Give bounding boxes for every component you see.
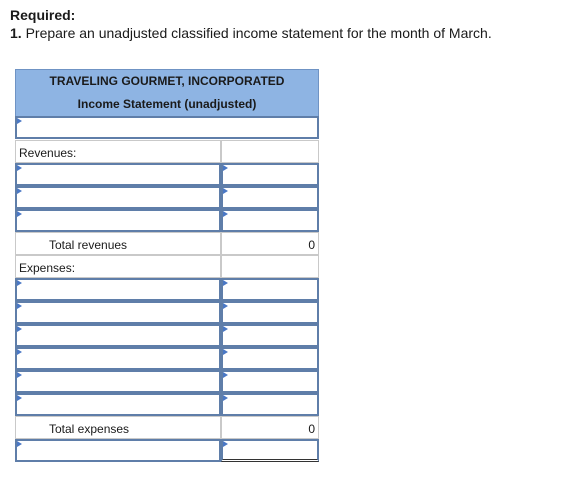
revenue-amount-input-3[interactable] [221, 209, 319, 232]
income-statement [15, 69, 319, 462]
dropdown-marker-icon [17, 395, 22, 401]
expense-amount-input-3[interactable] [221, 324, 319, 347]
company-name: TRAVELING GOURMET, INCORPORATED [49, 74, 285, 88]
expense-account-input-4[interactable] [15, 347, 221, 370]
statement-title: Income Statement (unadjusted) [77, 97, 257, 111]
dropdown-marker-icon [223, 326, 228, 332]
total-revenues-label: Total revenues [15, 232, 221, 255]
dropdown-marker-icon [17, 372, 22, 378]
revenue-account-input-3[interactable] [15, 209, 221, 232]
revenue-amount-input-1[interactable] [221, 163, 319, 186]
dropdown-marker-icon [17, 326, 22, 332]
total-revenues-value: 0 [221, 232, 319, 255]
dropdown-marker-icon [223, 280, 228, 286]
dropdown-marker-icon [223, 372, 228, 378]
expense-amount-input-4[interactable] [221, 347, 319, 370]
dropdown-marker-icon [223, 165, 228, 171]
expense-amount-input-2[interactable] [221, 301, 319, 324]
net-income-amount[interactable] [221, 439, 319, 462]
period-input[interactable] [15, 116, 319, 139]
revenues-blank-cell [221, 140, 319, 163]
statement-header [15, 69, 319, 117]
total-expenses-value: 0 [221, 416, 319, 439]
expense-account-input-6[interactable] [15, 393, 221, 416]
total-expenses-label: Total expenses [15, 416, 221, 439]
expense-account-input-5[interactable] [15, 370, 221, 393]
instruction-body: Prepare an unadjusted classified income statement for the month of March. [21, 25, 492, 41]
expense-amount-input-5[interactable] [221, 370, 319, 393]
dropdown-marker-icon [223, 441, 228, 447]
expense-account-input-3[interactable] [15, 324, 221, 347]
expense-account-input-2[interactable] [15, 301, 221, 324]
dropdown-marker-icon [223, 211, 228, 217]
net-income-label-input[interactable] [15, 439, 221, 462]
instruction-text [10, 25, 492, 42]
required-heading: Required: [10, 7, 76, 23]
dropdown-marker-icon [17, 118, 22, 124]
dropdown-marker-icon [223, 188, 228, 194]
revenue-account-input-1[interactable] [15, 163, 221, 186]
revenue-amount-input-2[interactable] [221, 186, 319, 209]
expense-account-input-1[interactable] [15, 278, 221, 301]
expenses-blank-cell [221, 255, 319, 278]
dropdown-marker-icon [17, 188, 22, 194]
expense-amount-input-6[interactable] [221, 393, 319, 416]
dropdown-marker-icon [17, 441, 22, 447]
dropdown-marker-icon [223, 395, 228, 401]
dropdown-marker-icon [223, 349, 228, 355]
dropdown-marker-icon [17, 280, 22, 286]
dropdown-marker-icon [223, 303, 228, 309]
instruction-number: 1. [10, 25, 22, 41]
dropdown-marker-icon [17, 303, 22, 309]
dropdown-marker-icon [17, 349, 22, 355]
revenues-label: Revenues: [15, 140, 221, 163]
revenue-account-input-2[interactable] [15, 186, 221, 209]
expense-amount-input-1[interactable] [221, 278, 319, 301]
expenses-label: Expenses: [15, 255, 221, 278]
dropdown-marker-icon [17, 211, 22, 217]
dropdown-marker-icon [17, 165, 22, 171]
